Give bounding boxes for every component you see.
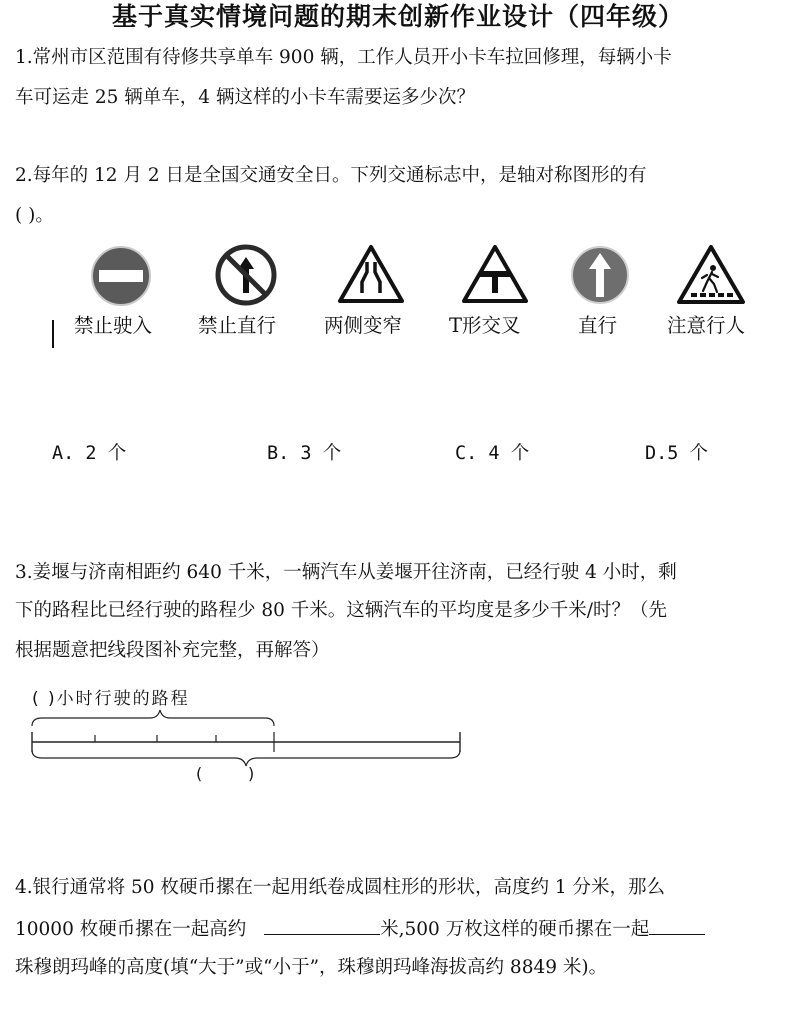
no-entry-sign-icon [90, 245, 152, 307]
q1-line-1: 1.常州市区范围有待修共享单车 900 辆，工作人员开小卡车拉回修理，每辆小卡 [15, 47, 672, 68]
q3-line-2: 下的路程比已经行驶的路程少 80 千米。这辆汽车的平均度是多少千米/时？（先 [15, 600, 668, 621]
option-b[interactable]: B. 3 个 [267, 443, 342, 464]
option-d[interactable]: D.5 个 [645, 443, 709, 464]
q3-line-3: 根据题意把线段图补充完整，再解答） [15, 640, 330, 661]
road-narrows-sign-icon [338, 244, 404, 304]
q3-line-1: 3.姜堰与济南相距约 640 千米，一辆汽车从姜堰开往济南，已经行驶 4 小时，剩 [15, 562, 677, 583]
no-straight-sign-icon [214, 243, 278, 307]
option-a[interactable]: A. 2 个 [52, 443, 127, 464]
q4-line-2-text-b: 米,500 万枚这样的硬币摞在一起 [380, 919, 650, 940]
page-title: 基于真实情境问题的期末创新作业设计（四年级） [111, 2, 684, 31]
q2-line-2: ( )。 [15, 205, 54, 226]
option-c[interactable]: C. 4 个 [455, 443, 530, 464]
q4-line-2 [15, 914, 705, 944]
q2-line-1: 2.每年的 12 月 2 日是全国交通安全日。下列交通标志中，是轴对称图形的有 [15, 165, 647, 186]
diagram-top-label: ( )小时行驶的路程 [32, 689, 190, 709]
q1-line-2: 车可运走 25 辆单车，4 辆这样的小卡车需要运多少次？ [15, 87, 475, 108]
q4-line-2-text-a: 10000 枚硬币摞在一起高约 [15, 919, 247, 940]
diagram-bottom-label: ( ) [196, 764, 255, 783]
straight-ahead-sign-icon [570, 245, 630, 305]
q4-line-3: 珠穆朗玛峰的高度(填“大于”或“小于”，珠穆朗玛峰海拔高约 8849 米)。 [15, 957, 608, 978]
t-junction-sign-icon [462, 244, 528, 304]
sign-label-straight: 直行 [578, 314, 618, 337]
q4-line-1: 4.银行通常将 50 枚硬币摞在一起用纸卷成圆柱形的形状，高度约 1 分米，那么 [15, 877, 665, 898]
answer-blank-compare[interactable] [649, 914, 705, 935]
sign-label-pedestrian: 注意行人 [667, 314, 746, 337]
sign-label-no-entry: 禁止驶入 [74, 314, 153, 337]
answer-blank-height[interactable] [264, 914, 380, 935]
sign-label-t-junction: T形交叉 [449, 314, 521, 337]
pedestrian-crossing-sign-icon [676, 244, 746, 306]
sign-label-road-narrows: 两侧变窄 [324, 314, 403, 337]
text-cursor [52, 320, 54, 348]
sign-label-no-straight: 禁止直行 [198, 314, 277, 337]
